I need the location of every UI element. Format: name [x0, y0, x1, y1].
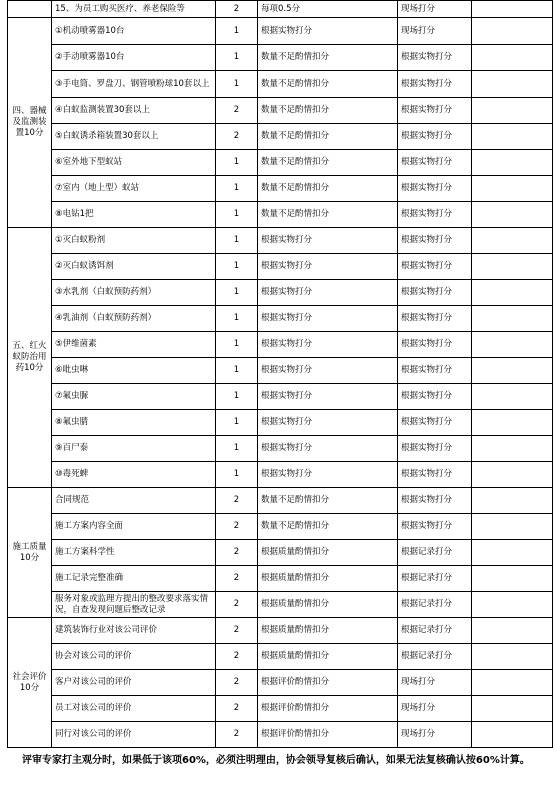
item-cell: 建筑装饰行业对该公司评价 [52, 618, 216, 644]
rule-cell: 数量不足酌情扣分 [258, 514, 398, 540]
score-cell: 2 [216, 592, 258, 618]
table-row [8, 71, 553, 98]
method-cell: 根据实物打分 [398, 384, 472, 410]
method-cell: 根据记录打分 [398, 566, 472, 592]
score-cell: 1 [216, 358, 258, 384]
table-row [8, 592, 553, 618]
method-cell: 根据记录打分 [398, 618, 472, 644]
remark-cell [472, 618, 553, 644]
table-row [8, 1, 553, 18]
rule-cell: 数量不足酌情扣分 [258, 124, 398, 150]
remark-cell [472, 696, 553, 722]
rule-cell: 根据实物打分 [258, 280, 398, 306]
remark-cell [472, 436, 553, 462]
method-cell: 现场打分 [398, 1, 472, 18]
method-cell: 根据实物打分 [398, 358, 472, 384]
item-cell: 合同规范 [52, 488, 216, 514]
method-cell: 根据实物打分 [398, 514, 472, 540]
table-row [8, 332, 553, 358]
table-row [8, 228, 553, 254]
remark-cell [472, 358, 553, 384]
method-cell: 根据实物打分 [398, 98, 472, 124]
rule-cell: 根据实物打分 [258, 228, 398, 254]
rule-cell: 根据质量酌情扣分 [258, 644, 398, 670]
category-cell: 四、器械及监测装置10分 [8, 18, 52, 228]
remark-cell [472, 124, 553, 150]
rule-cell: 根据实物打分 [258, 410, 398, 436]
remark-cell [472, 332, 553, 358]
remark-cell [472, 202, 553, 228]
item-cell: ④乳油剂（白蚁预防药剂） [52, 306, 216, 332]
method-cell: 根据实物打分 [398, 45, 472, 71]
remark-cell [472, 644, 553, 670]
score-cell: 1 [216, 202, 258, 228]
category-cell [8, 1, 52, 18]
table-row [8, 384, 553, 410]
table-row [8, 98, 553, 124]
table-row [8, 696, 553, 722]
table-row [8, 358, 553, 384]
method-cell: 根据记录打分 [398, 592, 472, 618]
table-body [8, 1, 553, 748]
table-row [8, 618, 553, 644]
rule-cell: 数量不足酌情扣分 [258, 150, 398, 176]
rule-cell: 根据评价酌情扣分 [258, 722, 398, 748]
remark-cell [472, 1, 553, 18]
remark-cell [472, 592, 553, 618]
method-cell: 根据实物打分 [398, 306, 472, 332]
remark-cell [472, 462, 553, 488]
remark-cell [472, 488, 553, 514]
score-cell: 1 [216, 18, 258, 45]
remark-cell [472, 280, 553, 306]
score-cell: 2 [216, 488, 258, 514]
remark-cell [472, 722, 553, 748]
item-cell: 施工记录完整准确 [52, 566, 216, 592]
rule-cell: 根据质量酌情扣分 [258, 618, 398, 644]
method-cell: 根据实物打分 [398, 436, 472, 462]
score-cell: 1 [216, 176, 258, 202]
item-cell: ⑥吡虫啉 [52, 358, 216, 384]
method-cell: 根据实物打分 [398, 228, 472, 254]
rule-cell: 根据质量酌情扣分 [258, 566, 398, 592]
item-cell: ①机动喷雾器10台 [52, 18, 216, 45]
method-cell: 现场打分 [398, 18, 472, 45]
rule-cell: 数量不足酌情扣分 [258, 45, 398, 71]
rule-cell: 根据实物打分 [258, 462, 398, 488]
item-cell: 同行对该公司的评价 [52, 722, 216, 748]
table-row [8, 436, 553, 462]
rule-cell: 根据实物打分 [258, 332, 398, 358]
score-cell: 1 [216, 150, 258, 176]
score-cell: 1 [216, 410, 258, 436]
rule-cell: 根据实物打分 [258, 306, 398, 332]
score-cell: 1 [216, 280, 258, 306]
remark-cell [472, 45, 553, 71]
score-cell: 1 [216, 384, 258, 410]
remark-cell [472, 176, 553, 202]
method-cell: 现场打分 [398, 670, 472, 696]
rule-cell: 根据质量酌情扣分 [258, 592, 398, 618]
remark-cell [472, 670, 553, 696]
method-cell: 现场打分 [398, 722, 472, 748]
remark-cell [472, 228, 553, 254]
rule-cell: 数量不足酌情扣分 [258, 488, 398, 514]
score-cell: 1 [216, 228, 258, 254]
method-cell: 根据实物打分 [398, 176, 472, 202]
item-cell: ⑦氟虫脲 [52, 384, 216, 410]
remark-cell [472, 150, 553, 176]
table-row [8, 722, 553, 748]
remark-cell [472, 540, 553, 566]
method-cell: 根据实物打分 [398, 254, 472, 280]
remark-cell [472, 514, 553, 540]
score-cell: 2 [216, 1, 258, 18]
item-cell: ⑤白蚁诱杀箱装置30套以上 [52, 124, 216, 150]
remark-cell [472, 566, 553, 592]
method-cell: 根据实物打分 [398, 202, 472, 228]
rule-cell: 根据质量酌情扣分 [258, 540, 398, 566]
remark-cell [472, 254, 553, 280]
item-cell: 施工方案科学性 [52, 540, 216, 566]
item-cell: ⑩毒死蜱 [52, 462, 216, 488]
item-cell: ⑨百尸泰 [52, 436, 216, 462]
item-cell: ①灭白蚁粉剂 [52, 228, 216, 254]
score-cell: 2 [216, 722, 258, 748]
item-cell: ③手电筒、罗盘刀、钢管喷粉球10套以上 [52, 71, 216, 98]
score-cell: 2 [216, 618, 258, 644]
category-cell: 五、红火蚁防治用药10分 [8, 228, 52, 488]
score-cell: 1 [216, 306, 258, 332]
table-row [8, 254, 553, 280]
item-cell: ⑧电钻1把 [52, 202, 216, 228]
item-cell: ⑤伊维菌素 [52, 332, 216, 358]
table-row [8, 410, 553, 436]
item-cell: 施工方案内容全面 [52, 514, 216, 540]
method-cell: 根据记录打分 [398, 540, 472, 566]
category-cell: 施工质量10分 [8, 488, 52, 618]
rule-cell: 根据评价酌情扣分 [258, 670, 398, 696]
score-cell: 1 [216, 71, 258, 98]
method-cell: 现场打分 [398, 696, 472, 722]
table-row [8, 514, 553, 540]
method-cell: 根据实物打分 [398, 124, 472, 150]
table-row [8, 124, 553, 150]
item-cell: ②手动喷雾器10台 [52, 45, 216, 71]
rule-cell: 数量不足酌情扣分 [258, 202, 398, 228]
remark-cell [472, 71, 553, 98]
score-cell: 2 [216, 540, 258, 566]
rule-cell: 根据评价酌情扣分 [258, 696, 398, 722]
score-cell: 1 [216, 254, 258, 280]
method-cell: 根据实物打分 [398, 488, 472, 514]
rule-cell: 数量不足酌情扣分 [258, 71, 398, 98]
table-row [8, 644, 553, 670]
score-cell: 1 [216, 462, 258, 488]
rule-cell: 根据实物打分 [258, 254, 398, 280]
score-cell: 2 [216, 696, 258, 722]
table-row [8, 488, 553, 514]
item-cell: ④白蚁监测装置30套以上 [52, 98, 216, 124]
remark-cell [472, 18, 553, 45]
item-cell: ③水乳剂（白蚁预防药剂） [52, 280, 216, 306]
table-row [8, 280, 553, 306]
rule-cell: 根据实物打分 [258, 384, 398, 410]
score-cell: 2 [216, 566, 258, 592]
item-cell: ⑧氟虫腈 [52, 410, 216, 436]
item-cell: 客户对该公司的评价 [52, 670, 216, 696]
score-cell: 1 [216, 332, 258, 358]
category-cell: 社会评价10分 [8, 618, 52, 748]
table-row [8, 540, 553, 566]
remark-cell [472, 384, 553, 410]
method-cell: 根据实物打分 [398, 280, 472, 306]
rule-cell: 数量不足酌情扣分 [258, 98, 398, 124]
scoring-table [7, 0, 553, 748]
item-cell: 协会对该公司的评价 [52, 644, 216, 670]
item-cell: 员工对该公司的评价 [52, 696, 216, 722]
method-cell: 根据实物打分 [398, 462, 472, 488]
score-cell: 2 [216, 644, 258, 670]
table-row [8, 18, 553, 45]
rule-cell: 每项0.5分 [258, 1, 398, 18]
score-cell: 1 [216, 436, 258, 462]
score-cell: 2 [216, 514, 258, 540]
method-cell: 根据实物打分 [398, 332, 472, 358]
rule-cell: 根据实物打分 [258, 18, 398, 45]
table-row [8, 462, 553, 488]
table-row [8, 306, 553, 332]
item-cell: 服务对象或监理方提出的整改要求落实情况，自查发现问题后整改记录 [52, 592, 216, 618]
table-row [8, 202, 553, 228]
item-cell: ⑥室外地下型蚁站 [52, 150, 216, 176]
score-cell: 2 [216, 124, 258, 150]
item-cell: ⑦室内（地上型）蚁站 [52, 176, 216, 202]
remark-cell [472, 98, 553, 124]
score-cell: 1 [216, 45, 258, 71]
score-cell: 2 [216, 670, 258, 696]
remark-cell [472, 306, 553, 332]
table-row [8, 45, 553, 71]
table-row [8, 176, 553, 202]
rule-cell: 数量不足酌情扣分 [258, 176, 398, 202]
item-cell: ②灭白蚁诱饵剂 [52, 254, 216, 280]
table-row [8, 150, 553, 176]
method-cell: 根据记录打分 [398, 644, 472, 670]
remark-cell [472, 410, 553, 436]
method-cell: 根据实物打分 [398, 410, 472, 436]
method-cell: 根据实物打分 [398, 150, 472, 176]
score-cell: 2 [216, 98, 258, 124]
rule-cell: 根据实物打分 [258, 436, 398, 462]
table-row [8, 566, 553, 592]
footer-note: 评审专家打主观分时，如果低于该项60%，必须注明理由，协会领导复核后确认，如果无法复核确认按60%计算。 [22, 755, 530, 766]
table-row [8, 670, 553, 696]
method-cell: 根据实物打分 [398, 71, 472, 98]
rule-cell: 根据实物打分 [258, 358, 398, 384]
item-cell: 15、为员工购买医疗、养老保险等 [52, 1, 216, 18]
